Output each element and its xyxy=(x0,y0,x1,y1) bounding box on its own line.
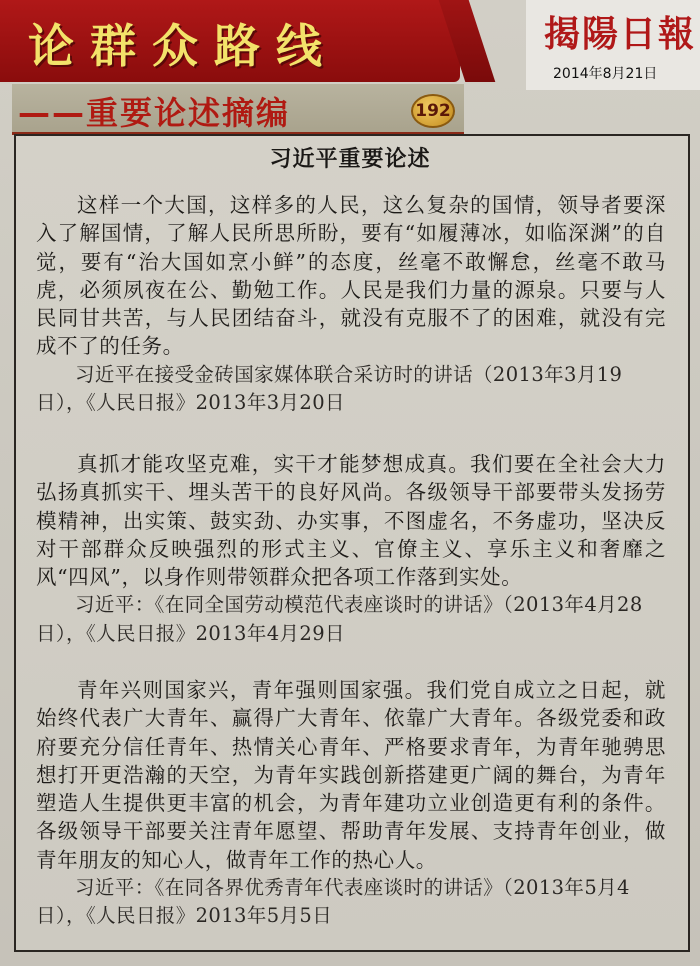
quote-text: 真抓才能攻坚克难，实干才能梦想成真。我们要在全社会大力弘扬真抓实干、埋头苦干的良好风尚。各级领导干部要带头发扬劳模精神，出实策、鼓实劲、办实事，不图虚名，不务虚功，坚决反对干部群众反映强烈的形式主义、官僚主义、享乐主义和奢靡之风“四风”，以身作则带领群众把各项工作落到实处。 xyxy=(36,452,666,590)
quote-section xyxy=(36,676,666,931)
newspaper-name: 揭陽日報 xyxy=(544,13,697,55)
quote-source: 习近平：《在同全国劳动模范代表座谈时的讲话》（2013年4月28日），《人民日报》2013年4月29日 xyxy=(36,593,643,645)
quote-text: 这样一个大国，这样多的人民，这么复杂的国情，领导者要深入了解国情，了解人民所思所盼，要有“如履薄冰，如临深渊”的自觉，要有“治大国如烹小鲜”的态度，丝毫不敢懈怠，丝毫不敢马虎，必须夙夜在公、勤勉工作。人民是我们力量的源泉。只要与人民同甘共苦，与人民团结奋斗，就没有克服不了的困难，就没有完成不了的任务。 xyxy=(36,193,666,359)
quote-text: 青年兴则国家兴，青年强则国家强。我们党自成立之日起，就始终代表广大青年、赢得广大青年、依靠广大青年。各级党委和政府要充分信任青年、热情关心青年、严格要求青年，为青年驰骋思想打开更浩瀚的天空，为青年实践创新搭建更广阔的舞台，为青年塑造人生提供更丰富的机会，为青年建功立业创造更有利的条件。各级领导干部要关注青年愿望、帮助青年发展、支持青年创业，做青年朋友的知心人，做青年工作的热心人。 xyxy=(36,678,666,872)
publication-date: 2014年8月21日 xyxy=(553,66,658,82)
article-headline: 习近平重要论述 xyxy=(269,147,431,172)
quote-section xyxy=(36,191,666,417)
quote-source: 习近平在接受金砖国家媒体联合采访时的讲话（2013年3月19日），《人民日报》2013年3月20日 xyxy=(36,362,623,415)
issue-number-badge: 192 xyxy=(411,94,455,128)
quote-section xyxy=(36,450,666,648)
quote-source: 习近平：《在同各界优秀青年代表座谈时的讲话》（2013年5月4日），《人民日报》2013年5月5日 xyxy=(36,876,630,928)
series-subtitle: ——重要论述摘编 xyxy=(18,94,291,132)
series-title: 论群众路线 xyxy=(28,19,338,73)
